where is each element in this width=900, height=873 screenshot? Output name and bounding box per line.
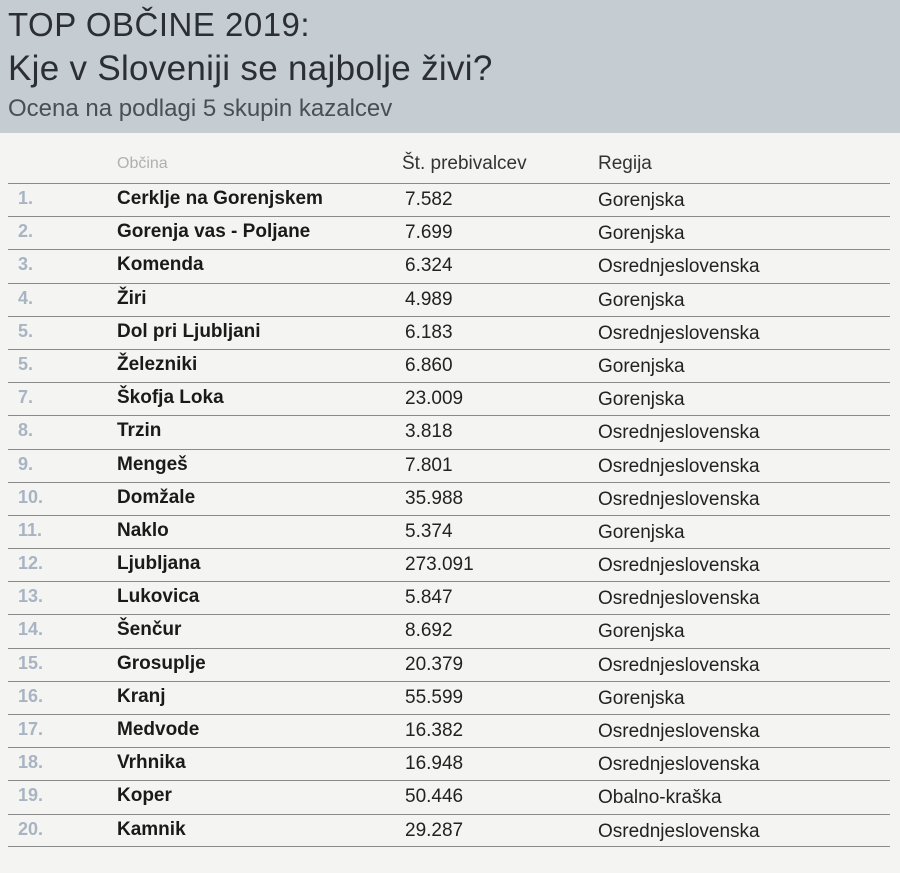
table-row bbox=[8, 548, 890, 581]
page-headline: Kje v Sloveniji se najbolje živi? bbox=[8, 49, 493, 88]
municipality-cell: Žiri bbox=[117, 287, 147, 309]
rank-cell: 15. bbox=[18, 652, 44, 673]
population-cell: 50.446 bbox=[405, 786, 464, 808]
population-cell: 23.009 bbox=[405, 388, 464, 410]
region-cell: Gorenjska bbox=[598, 355, 685, 377]
region-cell: Gorenjska bbox=[598, 687, 685, 709]
table-row bbox=[8, 382, 890, 415]
table-row bbox=[8, 316, 890, 349]
rank-cell: 14. bbox=[18, 619, 44, 640]
region-cell: Gorenjska bbox=[598, 223, 685, 245]
page-title: TOP OBČINE 2019: bbox=[8, 6, 311, 43]
region-cell: Osrednjeslovenska bbox=[598, 555, 760, 577]
population-cell: 7.699 bbox=[405, 222, 453, 244]
table-row bbox=[8, 249, 890, 282]
population-cell: 6.183 bbox=[405, 321, 453, 343]
table-row bbox=[8, 814, 890, 847]
table-row bbox=[8, 747, 890, 780]
region-cell: Osrednjeslovenska bbox=[598, 820, 760, 842]
table-row bbox=[8, 415, 890, 448]
rank-cell: 20. bbox=[18, 818, 44, 839]
municipality-cell: Lukovica bbox=[117, 586, 200, 608]
rank-cell: 17. bbox=[18, 719, 44, 739]
table-row bbox=[8, 482, 890, 515]
column-header-name: Občina bbox=[117, 155, 168, 172]
municipality-cell: Železniki bbox=[117, 353, 198, 375]
municipality-cell: Gorenja vas - Poljane bbox=[117, 221, 311, 243]
rank-cell: 2. bbox=[18, 221, 34, 242]
region-cell: Gorenjska bbox=[598, 289, 685, 311]
municipality-cell: Grosuplje bbox=[117, 652, 206, 674]
municipality-cell: Šenčur bbox=[117, 619, 182, 641]
population-cell: 3.818 bbox=[405, 421, 453, 443]
population-cell: 8.692 bbox=[405, 620, 453, 642]
population-cell: 35.988 bbox=[405, 487, 464, 509]
population-cell: 29.287 bbox=[405, 819, 464, 841]
municipality-cell: Škofja Loka bbox=[117, 387, 224, 409]
region-cell: Osrednjeslovenska bbox=[598, 654, 760, 676]
region-cell: Osrednjeslovenska bbox=[598, 455, 760, 477]
population-cell: 16.382 bbox=[405, 720, 464, 741]
region-cell: Osrednjeslovenska bbox=[598, 256, 760, 278]
rank-cell: 7. bbox=[18, 387, 34, 408]
municipality-cell: Trzin bbox=[117, 420, 162, 442]
region-cell: Gorenjska bbox=[598, 389, 685, 411]
header-banner bbox=[0, 0, 900, 133]
rank-cell: 12. bbox=[18, 553, 44, 574]
municipality-cell: Komenda bbox=[117, 254, 204, 276]
region-cell: Gorenjska bbox=[598, 621, 685, 643]
table-row bbox=[8, 614, 890, 647]
rank-cell: 8. bbox=[18, 420, 34, 441]
table-row bbox=[8, 216, 890, 249]
rank-cell: 3. bbox=[18, 254, 34, 275]
region-cell: Osrednjeslovenska bbox=[598, 322, 760, 344]
region-cell: Gorenjska bbox=[598, 521, 685, 543]
table-row bbox=[8, 648, 890, 681]
population-cell: 273.091 bbox=[405, 554, 474, 576]
rank-cell: 11. bbox=[18, 519, 43, 540]
table-row bbox=[8, 283, 890, 316]
rank-cell: 1. bbox=[18, 188, 34, 208]
population-cell: 7.582 bbox=[405, 189, 453, 210]
municipality-cell: Vrhnika bbox=[117, 752, 186, 774]
municipality-cell: Domžale bbox=[117, 486, 196, 508]
region-cell: Gorenjska bbox=[598, 190, 685, 211]
municipality-cell: Koper bbox=[117, 785, 172, 807]
population-cell: 5.847 bbox=[405, 587, 453, 609]
table-row bbox=[8, 581, 890, 614]
region-cell: Osrednjeslovenska bbox=[598, 721, 760, 742]
population-cell: 6.324 bbox=[405, 255, 453, 277]
rank-cell: 10. bbox=[18, 486, 44, 507]
population-cell: 16.948 bbox=[405, 753, 464, 775]
rank-cell: 4. bbox=[18, 287, 34, 308]
municipality-cell: Naklo bbox=[117, 519, 169, 541]
rank-cell: 9. bbox=[18, 453, 34, 474]
table-row bbox=[8, 449, 890, 482]
table-row bbox=[8, 681, 890, 714]
region-cell: Osrednjeslovenska bbox=[598, 422, 760, 444]
page-subtitle: Ocena na podlagi 5 skupin kazalcev bbox=[8, 95, 393, 122]
rank-cell: 18. bbox=[18, 752, 44, 773]
population-cell: 55.599 bbox=[405, 686, 464, 708]
population-cell: 20.379 bbox=[405, 653, 464, 675]
table-row bbox=[8, 780, 890, 813]
column-header-population: Št. prebivalcev bbox=[402, 153, 527, 174]
region-cell: Osrednjeslovenska bbox=[598, 754, 760, 776]
rank-cell: 13. bbox=[18, 586, 44, 607]
ranking-table bbox=[8, 183, 890, 847]
population-cell: 6.860 bbox=[405, 354, 453, 376]
column-header-region: Regija bbox=[598, 153, 652, 174]
rank-cell: 5. bbox=[18, 353, 34, 374]
population-cell: 5.374 bbox=[405, 520, 453, 542]
municipality-cell: Dol pri Ljubljani bbox=[117, 320, 261, 342]
population-cell: 7.801 bbox=[405, 454, 453, 476]
table-row bbox=[8, 714, 890, 747]
region-cell: Obalno-kraška bbox=[598, 787, 722, 809]
municipality-cell: Mengeš bbox=[117, 453, 188, 475]
table-row bbox=[8, 515, 890, 548]
region-cell: Osrednjeslovenska bbox=[598, 488, 760, 510]
table-row bbox=[8, 349, 890, 382]
rank-cell: 19. bbox=[18, 785, 44, 806]
municipality-cell: Kranj bbox=[117, 685, 166, 707]
population-cell: 4.989 bbox=[405, 288, 453, 310]
municipality-cell: Kamnik bbox=[117, 818, 186, 840]
rank-cell: 5. bbox=[18, 320, 34, 341]
municipality-cell: Ljubljana bbox=[117, 553, 201, 575]
municipality-cell: Cerklje na Gorenjskem bbox=[117, 188, 323, 209]
table-row bbox=[8, 183, 890, 216]
rank-cell: 16. bbox=[18, 685, 44, 706]
region-cell: Osrednjeslovenska bbox=[598, 588, 760, 610]
municipality-cell: Medvode bbox=[117, 719, 200, 740]
